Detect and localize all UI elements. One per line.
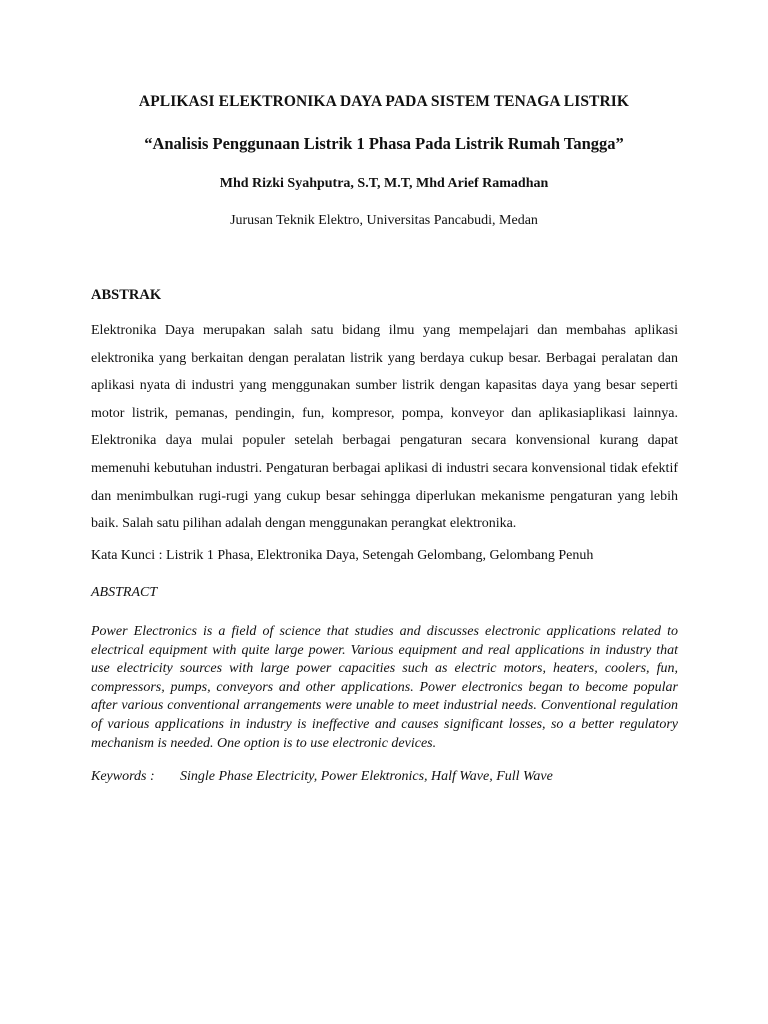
keywords-label: Keywords : <box>91 769 155 784</box>
abstract-heading: ABSTRACT <box>91 585 158 600</box>
kata-kunci: Kata Kunci : Listrik 1 Phasa, Elektronika Daya, Setengah Gelombang, Gelombang Penuh <box>91 548 594 563</box>
abstract-body: Power Electronics is a field of science that studies and discusses electronic applications related to electrical equipment with quite large power. Various equipment and real applications in industry that use electricity sources with large power capacities such as electric motors, heaters, coolers, fun, compressors, pumps, conveyors and other applications. Power electronics began to become popular after various conventional arrangements were unable to meet industrial needs. Conventional regulation of various applications in industry is ineffective and causes significant losses, so a better regulatory mechanism is needed. One option is to use electronic devices. <box>91 624 678 751</box>
paper-authors: Mhd Rizki Syahputra, S.T, M.T, Mhd Arief Ramadhan <box>219 176 549 191</box>
paper-subtitle: “Analisis Penggunaan Listrik 1 Phasa Pada Listrik Rumah Tangga” <box>144 134 624 153</box>
paper-affiliation: Jurusan Teknik Elektro, Universitas Pancabudi, Medan <box>230 213 538 228</box>
paper-title: APLIKASI ELEKTRONIKA DAYA PADA SISTEM TENAGA LISTRIK <box>138 93 630 110</box>
abstrak-heading: ABSTRAK <box>91 287 162 303</box>
keywords-line <box>91 769 553 785</box>
keywords-value: Single Phase Electricity, Power Elektronics, Half Wave, Full Wave <box>180 769 553 784</box>
abstrak-body: Elektronika Daya merupakan salah satu bidang ilmu yang mempelajari dan membahas aplikasi elektronika yang berkaitan dengan peralatan listrik yang berdaya cukup besar. Berbagai peralatan dan aplikasi nyata di industri yang menggunakan sumber listrik dengan kapasitas daya yang besar seperti motor listrik, pemanas, pendingin, fun, kompresor, pompa, konveyor dan aplikasiaplikasi lainnya. Elektronika daya mulai populer setelah berbagai pengaturan secara konvensional kurang dapat memenuhi kebutuhan industri. Pengaturan berbagai aplikasi di industri secara konvensional tidak efektif dan menimbulkan rugi-rugi yang cukup besar sehingga diperlukan mekanisme pengaturan yang lebih baik. Salah satu pilihan adalah dengan menggunakan perangkat elektronika. <box>91 323 678 532</box>
